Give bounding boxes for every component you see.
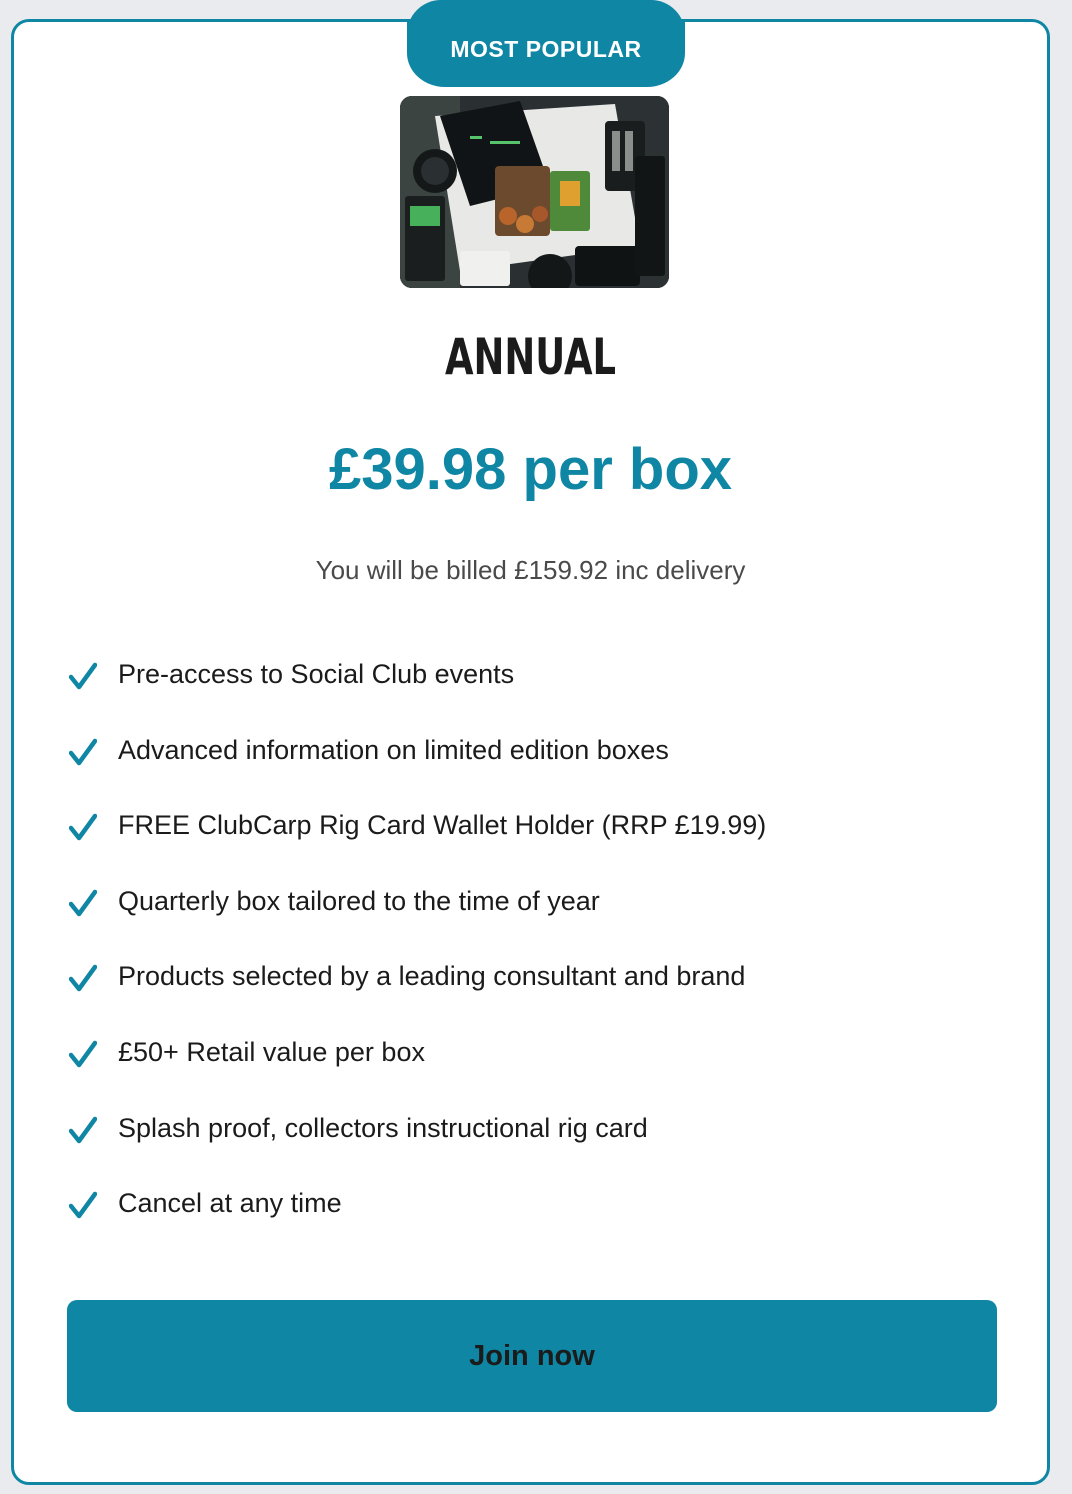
feature-text: £50+ Retail value per box xyxy=(118,1036,425,1067)
feature-item xyxy=(69,881,766,957)
feature-item xyxy=(69,1032,766,1108)
feature-text: Splash proof, collectors instructional rig card xyxy=(118,1112,648,1143)
join-now-button[interactable]: Join now xyxy=(67,1300,997,1412)
feature-item xyxy=(69,1108,766,1184)
plan-title: ANNUAL xyxy=(444,328,617,386)
checkmark-icon xyxy=(69,1116,97,1144)
product-box-image xyxy=(400,96,669,288)
feature-item xyxy=(69,730,766,806)
billing-note: You will be billed £159.92 inc delivery xyxy=(315,555,746,585)
feature-item xyxy=(69,1183,766,1259)
feature-text: Products selected by a leading consultant and brand xyxy=(118,961,746,992)
feature-text: Pre-access to Social Club events xyxy=(118,659,515,689)
feature-text: Advanced information on limited edition boxes xyxy=(118,734,669,765)
checkmark-icon xyxy=(69,813,97,841)
feature-text: Quarterly box tailored to the time of year xyxy=(118,885,600,916)
feature-item xyxy=(69,956,766,1032)
checkmark-icon xyxy=(69,1191,97,1219)
feature-list xyxy=(69,654,766,1259)
checkmark-icon xyxy=(69,964,97,992)
feature-item xyxy=(69,805,766,881)
checkmark-icon xyxy=(69,889,97,917)
plan-price: £39.98 per box xyxy=(329,437,732,502)
checkmark-icon xyxy=(69,1040,97,1068)
pricing-card xyxy=(11,19,1050,1485)
checkmark-icon xyxy=(69,662,97,690)
checkmark-icon xyxy=(69,738,97,766)
feature-item xyxy=(69,654,766,730)
badge-label: MOST POPULAR xyxy=(450,35,642,62)
feature-text: Cancel at any time xyxy=(118,1188,342,1219)
product-box-illustration xyxy=(400,96,669,288)
most-popular-badge xyxy=(407,19,685,87)
feature-text: FREE ClubCarp Rig Card Wallet Holder (RRP £19.99) xyxy=(118,810,767,841)
